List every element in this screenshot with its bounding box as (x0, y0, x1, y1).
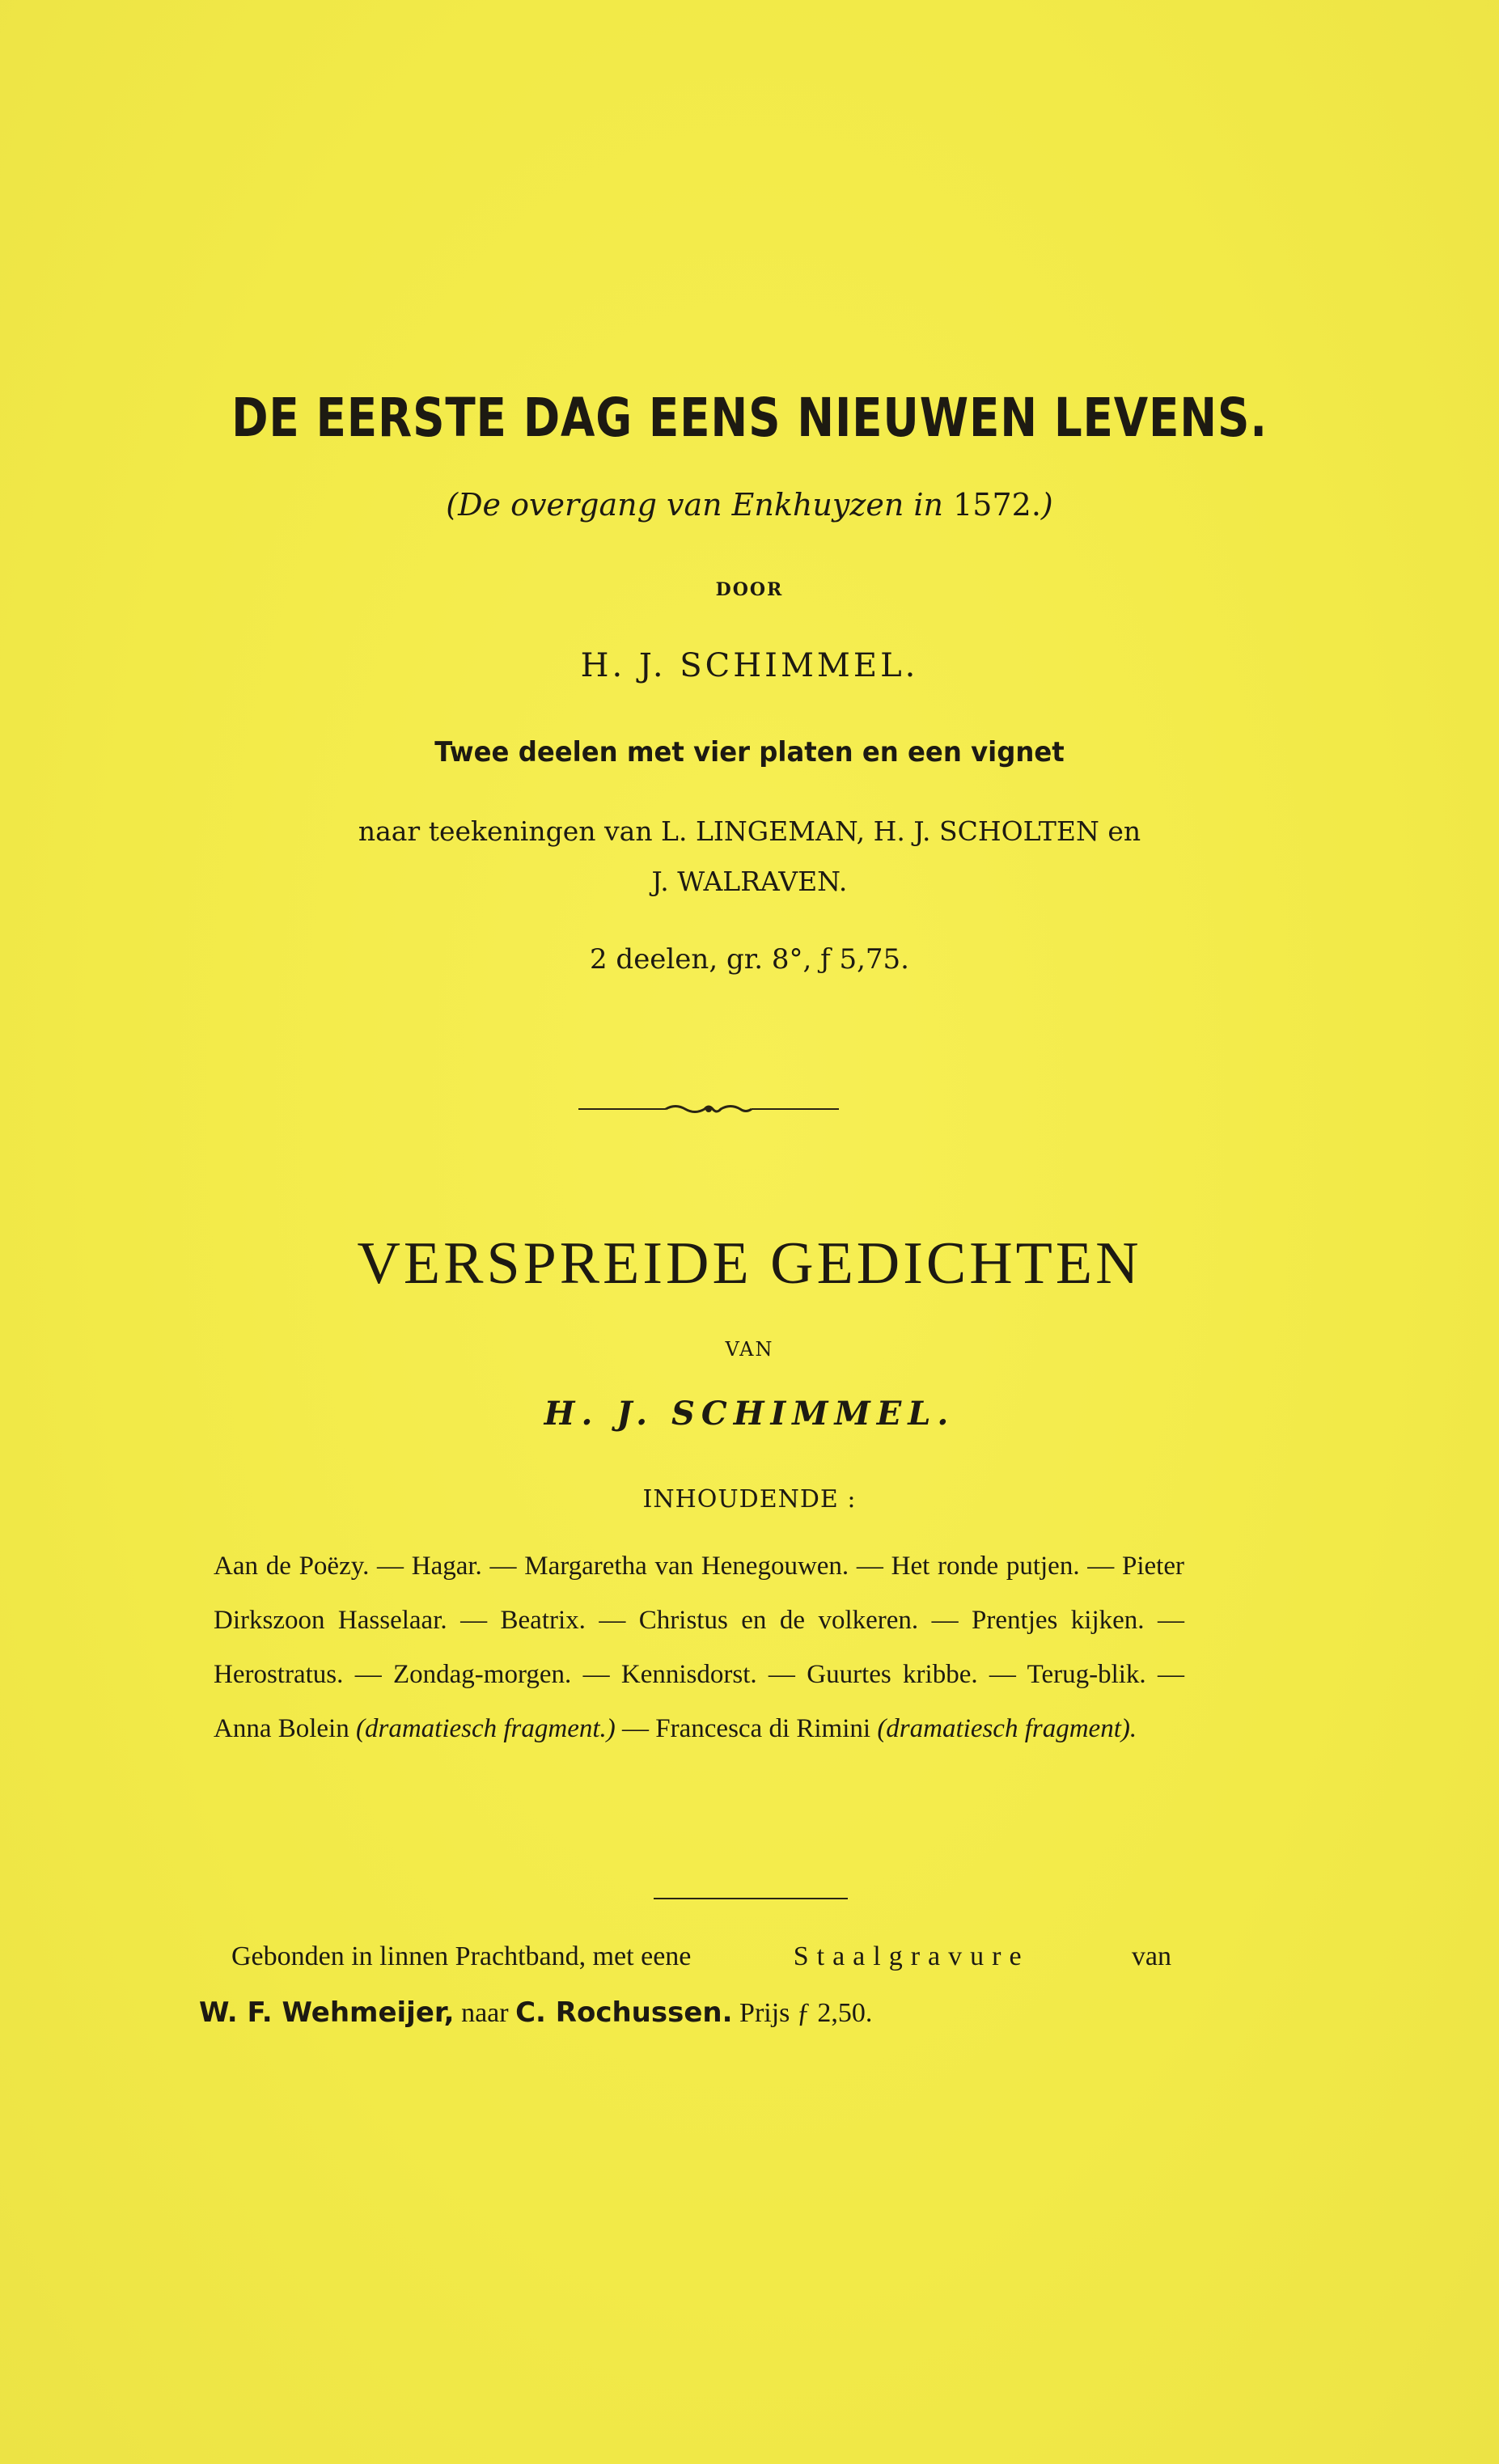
ornamental-divider (578, 1102, 839, 1116)
book1-illustrators-line1: naar teekeningen van L. LINGEMAN, H. J. SCHOLTEN en (358, 815, 1141, 847)
artist-name: C. Rochussen. (515, 1996, 733, 2029)
engraver-name: W. F. Wehmeijer, (199, 1996, 455, 2029)
contents-italic-2: (dramatiesch fragment). (877, 1714, 1137, 1743)
book1-illustrators-line2: J. WALRAVEN. (651, 866, 848, 897)
book2-title: VERSPREIDE GEDICHTEN (357, 1230, 1142, 1297)
book1-subtitle-year: 1572. (953, 487, 1041, 523)
book1-author: H. J. SCHIMMEL. (580, 647, 919, 684)
contents-text: Aan de Poëzy. — Hagar. — Margaretha van Henegouwen. — Het ronde putjen. — Pieter Dirkszoon Hasselaar. — Beatrix. — Christus en de volkeren. — Prentjes kijken. — Herostratus. — Zondag-morgen. — Kennisdorst. — Guurtes kribbe. — Terug-blik. — Anna Bolein (214, 1552, 1184, 1743)
binding-staalgravure: Staalgravure (793, 1941, 1030, 1971)
naar-label: naar (461, 1998, 509, 2028)
book1-title: DE EERSTE DAG EENS NIEUWEN LEVENS. (231, 387, 1268, 449)
contents-mid: — Francesca di Rimini (622, 1714, 871, 1743)
binding-van: van (1131, 1941, 1171, 1971)
book2-price: Prijs ƒ 2,50. (739, 1998, 873, 2028)
book1-price: 2 deelen, gr. 8°, ƒ 5,75. (589, 943, 909, 976)
book2-contents-list (214, 1539, 1184, 1756)
book2-author: H. J. SCHIMMEL. (544, 1395, 955, 1433)
book1-volumes-plates: Twee deelen met vier platen en een vignet (434, 736, 1065, 768)
book1-subtitle-text: (De overgang van Enkhuyzen in (446, 487, 944, 523)
divider-rule (654, 1898, 848, 1899)
book1-by-label: DOOR (715, 579, 784, 600)
book2-credits-line (199, 1996, 872, 2029)
book1-subtitle-close: ) (1040, 487, 1053, 523)
book2-contents-heading: INHOUDENDE : (642, 1485, 857, 1514)
contents-italic-1: (dramatiesch fragment.) (355, 1714, 616, 1743)
book1-subtitle (0, 487, 1499, 523)
binding-text: Gebonden in linnen Prachtband, met eene (231, 1941, 692, 1971)
book2-binding-line (231, 1941, 1171, 1972)
book2-by-label: VAN (725, 1338, 774, 1361)
